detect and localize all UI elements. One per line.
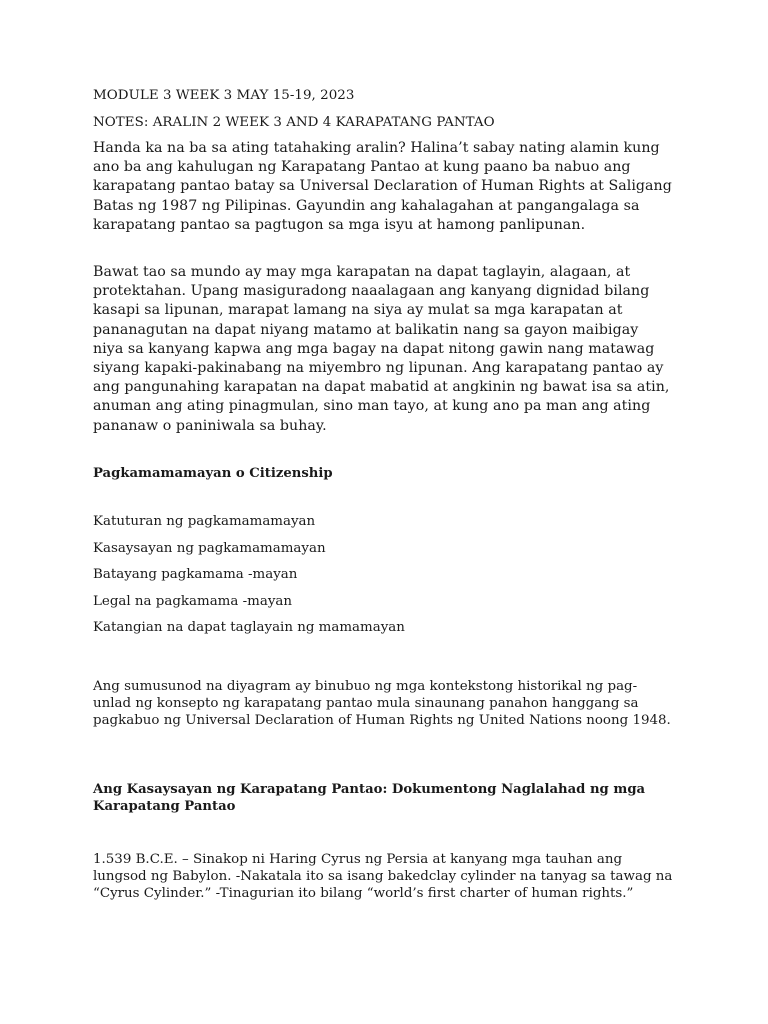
notes-line: NOTES: ARALIN 2 WEEK 3 AND 4 KARAPATANG PANTAO	[93, 115, 495, 130]
diagram-intro-paragraph: Ang sumusunod na diyagram ay binubuo ng mga kontekstong historikal ng pag-unlad ng konsepto ng karapatang pantao mula sinaunang panahon hanggang sa pagkabuo ng Universal Declaration of Human Rights ng United Nations noong 1948.	[93, 679, 671, 728]
list-item: Batayang pagkamama -mayan	[93, 567, 298, 583]
document-page	[93, 0, 685, 1024]
module-line: MODULE 3 WEEK 3 MAY 15-19, 2023	[93, 88, 355, 103]
intro-paragraph-1: Handa ka na ba sa ating tatahaking aralin? Halina’t sabay nating alamin kung ano ba ang kahulugan ng Karapatang Pantao at kung paano ba nabuo ang karapatang pantao batay sa Universal Declaration of Human Rights at Saligang Batas ng 1987 ng Pilipinas. Gayundin ang kahalagahan at pangangalaga sa karapatang pantao sa pagtugon sa mga isyu at hamong panlipunan.	[93, 140, 672, 233]
intro-paragraph-2: Bawat tao sa mundo ay may mga karapatan na dapat taglayin, alagaan, at protektahan. Upang masiguradong naaalagaan ang kanyang dignidad bilang kasapi sa lipunan, marapat lamang na siya ay mulat sa mga karapatan at pananagutan na dapat niyang matamo at balikatin nang sa gayon maibigay niya sa kanyang kapwa ang mga bagay na dapat nitong gawin nang matawag siyang kapaki-pakinabang na miyembro ng lipunan. Ang karapatang pantao ay ang pangunahing karapatan na dapat mabatid at angkinin ng bawat isa sa atin, anuman ang ating pinagmulan, sino man tayo, at kung ano pa man ang ating pananaw o paniniwala sa buhay.	[93, 264, 670, 434]
list-item: Kasaysayan ng pagkamamamayan	[93, 540, 326, 556]
citizenship-list	[93, 514, 405, 647]
history-heading: Ang Kasaysayan ng Karapatang Pantao: Dokumentong Naglalahad ng mga Karapatang Pantao	[93, 782, 646, 814]
list-item: Katangian na dapat taglayain ng mamamayan	[93, 620, 405, 636]
history-item-1: 1.539 B.C.E. – Sinakop ni Haring Cyrus ng Persia at kanyang mga tauhan ang lungsod ng Babylon. -Nakatala ito sa isang bakedclay cylinder na tanyag sa tawag na “Cyrus Cylinder.” -Tinagurian ito bilang “world’s first charter of human rights.”	[93, 852, 673, 901]
list-item: Legal na pagkamama -mayan	[93, 593, 292, 609]
list-item: Katuturan ng pagkamamamayan	[93, 514, 316, 529]
citizenship-heading: Pagkamamamayan o Citizenship	[93, 466, 333, 481]
